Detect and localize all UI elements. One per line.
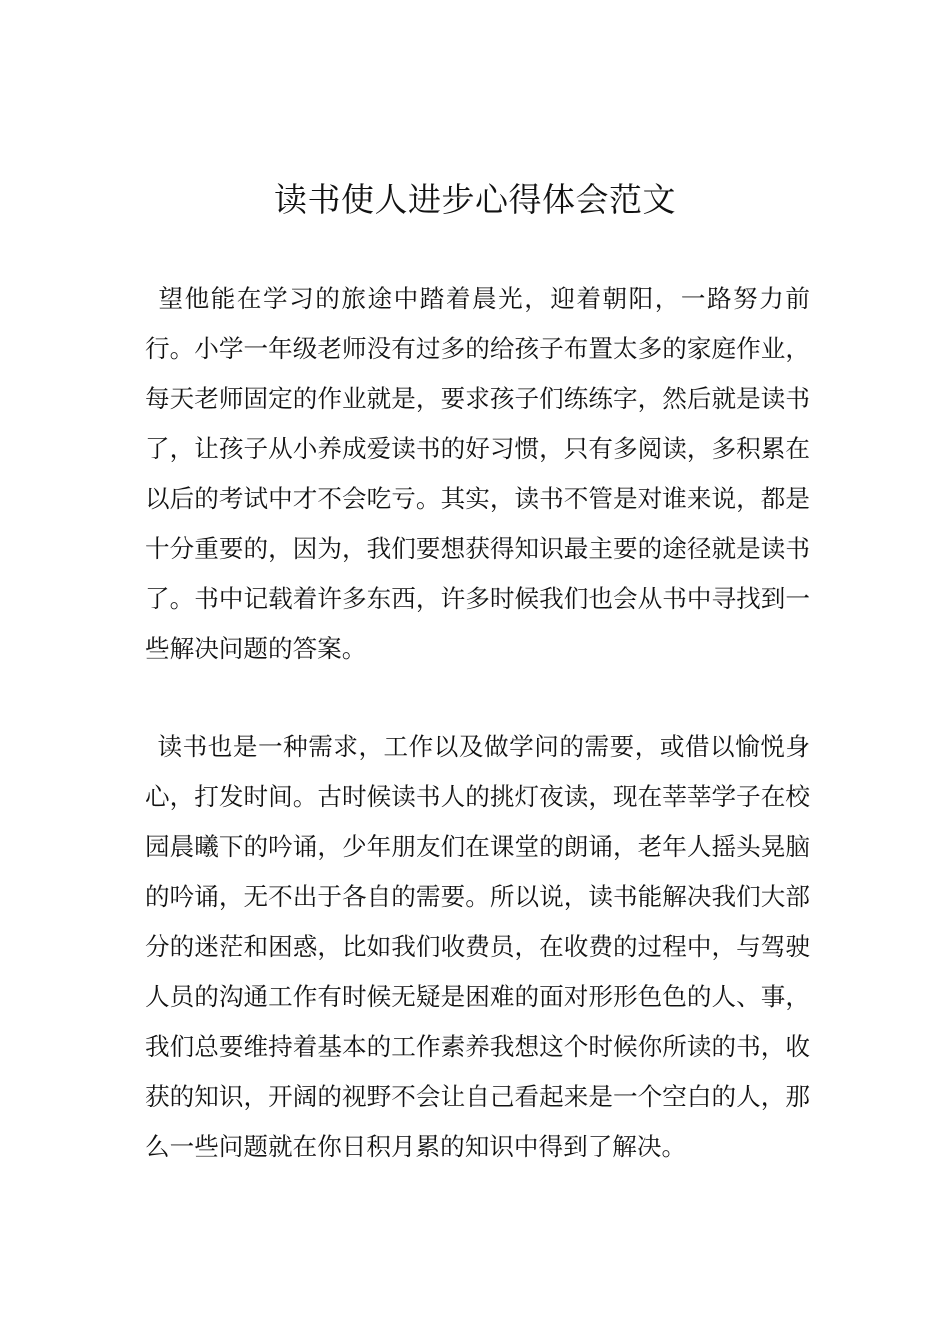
- page-title: 读书使人进步心得体会范文: [274, 180, 676, 219]
- paragraph-2-text: 读书也是一种需求，工作以及做学问的需要，或借以愉悦身心，打发时间。古时候读书人的挑灯夜读，现在莘莘学子在校园晨曦下的吟诵，少年朋友们在课堂的朗诵，老年人摇头晃脑的吟诵，无不出于各自的需要。所以说，读书能解决我们大部分的迷茫和困惑，比如我们收费员，在收费的过程中，与驾驶人员的沟通工作有时候无疑是困难的面对形形色色的人、事，我们总要维持着基本的工作素养我想这个时候你所读的书，收获的知识，开阔的视野不会让自己看起来是一个空白的人，那么一些问题就在你日积月累的知识中得到了解决。: [145, 732, 810, 1161]
- paragraph-1-text: 望他能在学习的旅途中踏着晨光，迎着朝阳，一路努力前行。小学一年级老师没有过多的给孩子布置太多的家庭作业，每天老师固定的作业就是，要求孩子们练练字，然后就是读书了，让孩子从小养成爱读书的好习惯，只有多阅读，多积累在以后的考试中才不会吃亏。其实，读书不管是对谁来说，都是十分重要的，因为，我们要想获得知识最主要的途径就是读书了。书中记载着许多东西，许多时候我们也会从书中寻找到一些解决问题的答案。: [145, 284, 810, 663]
- paragraph-1: [145, 274, 810, 674]
- paragraph-2: [145, 722, 810, 1172]
